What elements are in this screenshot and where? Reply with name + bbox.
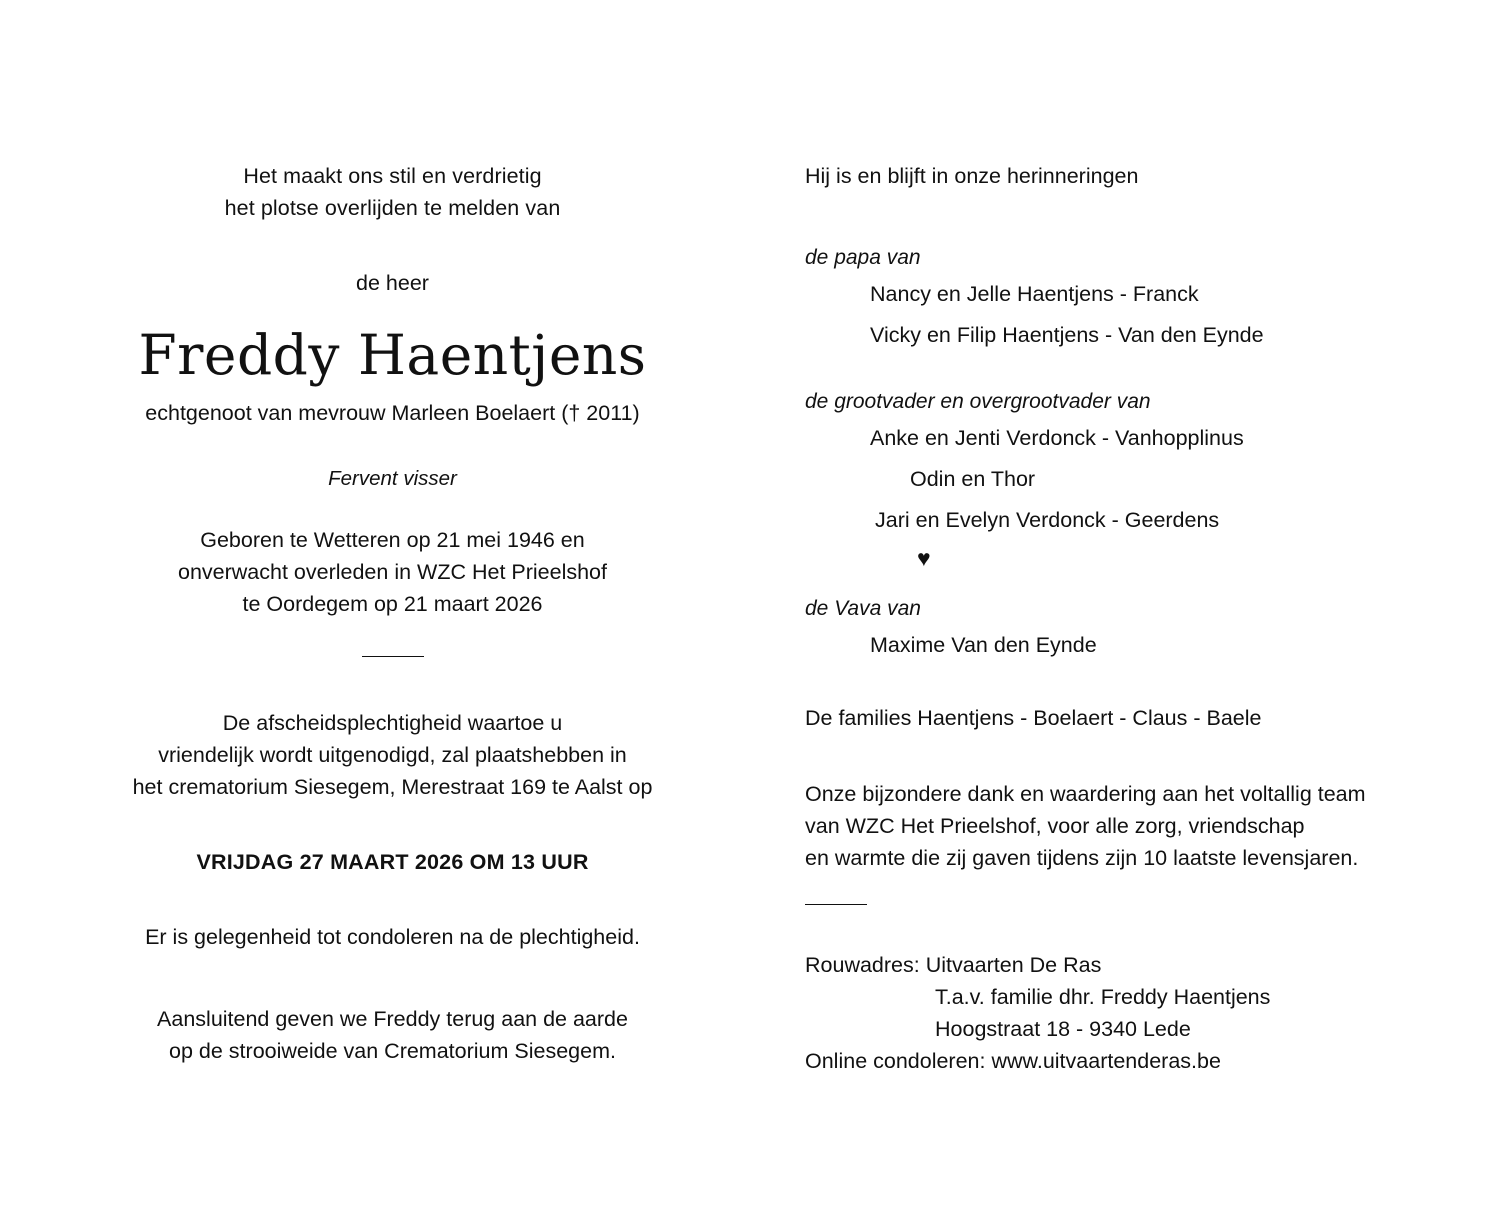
memory-line: Hij is en blijft in onze herinneringen — [805, 164, 1139, 188]
address-line-1: Rouwadres: Uitvaarten De Ras — [805, 953, 1102, 977]
families-line: De families Haentjens - Boelaert - Claus - Baele — [805, 706, 1262, 730]
grandfather-label: de grootvader en overgrootvader van — [805, 390, 1151, 413]
spacer — [95, 657, 690, 707]
left-column — [0, 160, 690, 1067]
child-line: Vicky en Filip Haentjens - Van den Eynde — [870, 323, 1264, 347]
epithet: Fervent visser — [328, 467, 457, 490]
spacer — [95, 224, 690, 268]
address-line-3: Hoogstraat 18 - 9340 Lede — [935, 1017, 1191, 1041]
thanks-line-1: Onze bijzondere dank en waardering aan het voltallig team — [805, 782, 1366, 806]
mourning-address-block — [805, 949, 1390, 1077]
birth-line-3: te Oordegem op 21 maart 2026 — [242, 592, 543, 616]
after-line-1: Aansluitend geven we Freddy terug aan de aarde — [157, 1007, 628, 1031]
ceremony-datetime: VRIJDAG 27 MAART 2026 OM 13 UUR — [196, 850, 589, 874]
ceremony-line-1: De afscheidsplechtigheid waartoe u — [222, 711, 563, 735]
birth-line-1: Geboren te Wetteren op 21 mei 1946 en — [200, 528, 585, 552]
after-line-2: op de strooiweide van Crematorium Siesegem. — [169, 1039, 616, 1063]
ceremony-line-2: vriendelijk wordt uitgenodigd, zal plaatshebben in — [158, 743, 627, 767]
right-column — [690, 160, 1390, 1077]
intro-line-2: het plotse overlijden te melden van — [224, 196, 561, 220]
spacer — [805, 575, 1390, 593]
spacer — [805, 874, 1390, 904]
spacer — [95, 494, 690, 524]
father-label: de papa van — [805, 246, 921, 269]
spacer — [95, 953, 690, 1003]
ceremony-block — [95, 707, 690, 803]
address-line-4: Online condoleren: www.uitvaartenderas.be — [805, 1049, 1221, 1073]
thanks-line-2: van WZC Het Prieelshof, voor alle zorg, vriendschap — [805, 814, 1305, 838]
intro-text — [95, 160, 690, 224]
grandchild-line: Jari en Evelyn Verdonck - Geerdens — [875, 508, 1220, 532]
spacer — [95, 620, 690, 656]
spouse-line: echtgenoot van mevrouw Marleen Boelaert († 2011) — [145, 401, 640, 425]
thanks-block — [805, 778, 1390, 874]
grandchild-line: Odin en Thor — [910, 467, 1036, 491]
spacer — [805, 356, 1390, 386]
deceased-name: Freddy Haentjens — [138, 323, 647, 387]
salutation: de heer — [356, 271, 429, 295]
spacer — [805, 666, 1390, 702]
ceremony-line-3: het crematorium Siesegem, Merestraat 169 te Aalst op — [132, 775, 653, 799]
vava-label: de Vava van — [805, 597, 921, 620]
heart-icon: ♥ — [917, 545, 931, 571]
spacer — [805, 905, 1390, 949]
spacer — [95, 877, 690, 921]
spacer — [95, 428, 690, 464]
spacer — [95, 803, 690, 847]
birth-death-block — [95, 524, 690, 620]
spacer — [805, 734, 1390, 778]
vava-name: Maxime Van den Eynde — [870, 633, 1097, 657]
after-ceremony-block — [95, 1003, 690, 1067]
condolences-note: Er is gelegenheid tot condoleren na de plechtigheid. — [145, 925, 640, 949]
birth-line-2: onverwacht overleden in WZC Het Prieelshof — [178, 560, 607, 584]
thanks-line-3: en warmte die zij gaven tijdens zijn 10 laatste levensjaren. — [805, 846, 1359, 870]
grandchild-line: Anke en Jenti Verdonck - Vanhopplinus — [870, 426, 1244, 450]
child-line: Nancy en Jelle Haentjens - Franck — [870, 282, 1199, 306]
address-line-2: T.a.v. familie dhr. Freddy Haentjens — [935, 985, 1271, 1009]
spacer — [805, 192, 1390, 242]
intro-line-1: Het maakt ons stil en verdrietig — [243, 164, 542, 188]
